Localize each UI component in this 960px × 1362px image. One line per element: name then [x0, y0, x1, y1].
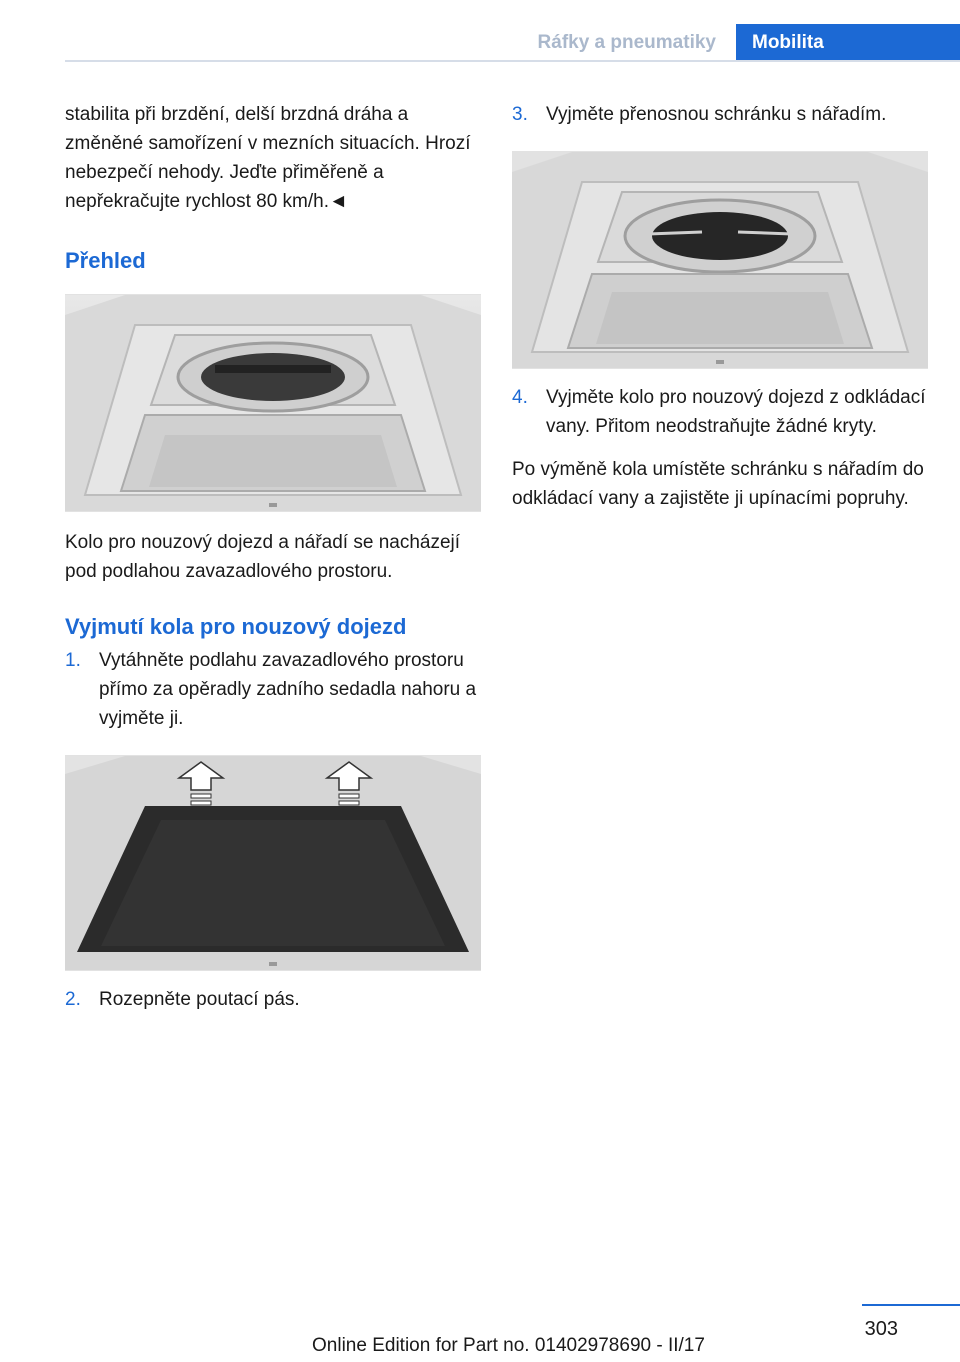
- closing-paragraph: Po výměně kola umístěte schránku s nářadím do odkládací vany a zajistěte ji upínacími popruhy.: [512, 459, 924, 509]
- heading-overview: Přehled: [65, 248, 146, 273]
- step-number: 1.: [65, 650, 81, 671]
- right-column: [512, 100, 928, 513]
- figure-trunk-floor-lift: [65, 755, 481, 971]
- overview-caption: Kolo pro nouzový dojezd a nářadí se nacházejí pod podlahou zavazadlového prostoru.: [65, 532, 461, 582]
- left-column: [65, 100, 481, 1014]
- step-text: Vyjměte kolo pro nouzový dojezd z odkládací vany. Přitom neodstraňujte žádné kryty.: [546, 387, 926, 437]
- header-rule: [65, 60, 960, 62]
- step-number: 2.: [65, 989, 81, 1010]
- step-1: [65, 646, 481, 733]
- page-number: 303: [864, 1318, 898, 1340]
- section-tab[interactable]: Ráfky a pneumatiky: [537, 32, 716, 53]
- step-text: Vytáhněte podlahu zavazadlového prostoru přímo za opěradly zadního sedadla nahoru a vyjměte ji.: [99, 650, 477, 729]
- trunk-floor-illustration: [65, 756, 481, 970]
- figure-spare-wheel-overview: [65, 294, 481, 512]
- chapter-tab-active[interactable]: Mobilita: [736, 24, 960, 62]
- intro-paragraph: stabilita při brzdění, delší brzdná dráha a změněné samořízení v mezních situacích. Hrozí nebezpečí nehody. Jeďte přiměřeně a nepřekračujte rychlost 80 km/h.◄: [65, 104, 471, 212]
- page-header: [0, 24, 960, 62]
- footer-rule: [862, 1304, 960, 1306]
- trunk-illustration: [65, 295, 481, 511]
- step-4: [512, 383, 928, 441]
- edition-footer: Online Edition for Part no. 01402978690 - II/17: [312, 1335, 705, 1356]
- trunk-wheel-illustration: [512, 152, 928, 368]
- step-number: 3.: [512, 104, 528, 125]
- step-3: [512, 100, 928, 129]
- step-text: Rozepněte poutací pás.: [99, 989, 300, 1010]
- step-2: [65, 985, 481, 1014]
- figure-tool-box-removed: [512, 151, 928, 369]
- step-number: 4.: [512, 387, 528, 408]
- heading-removal: Vyjmutí kola pro nouzový dojezd: [65, 614, 407, 639]
- step-text: Vyjměte přenosnou schránku s nářadím.: [546, 104, 887, 125]
